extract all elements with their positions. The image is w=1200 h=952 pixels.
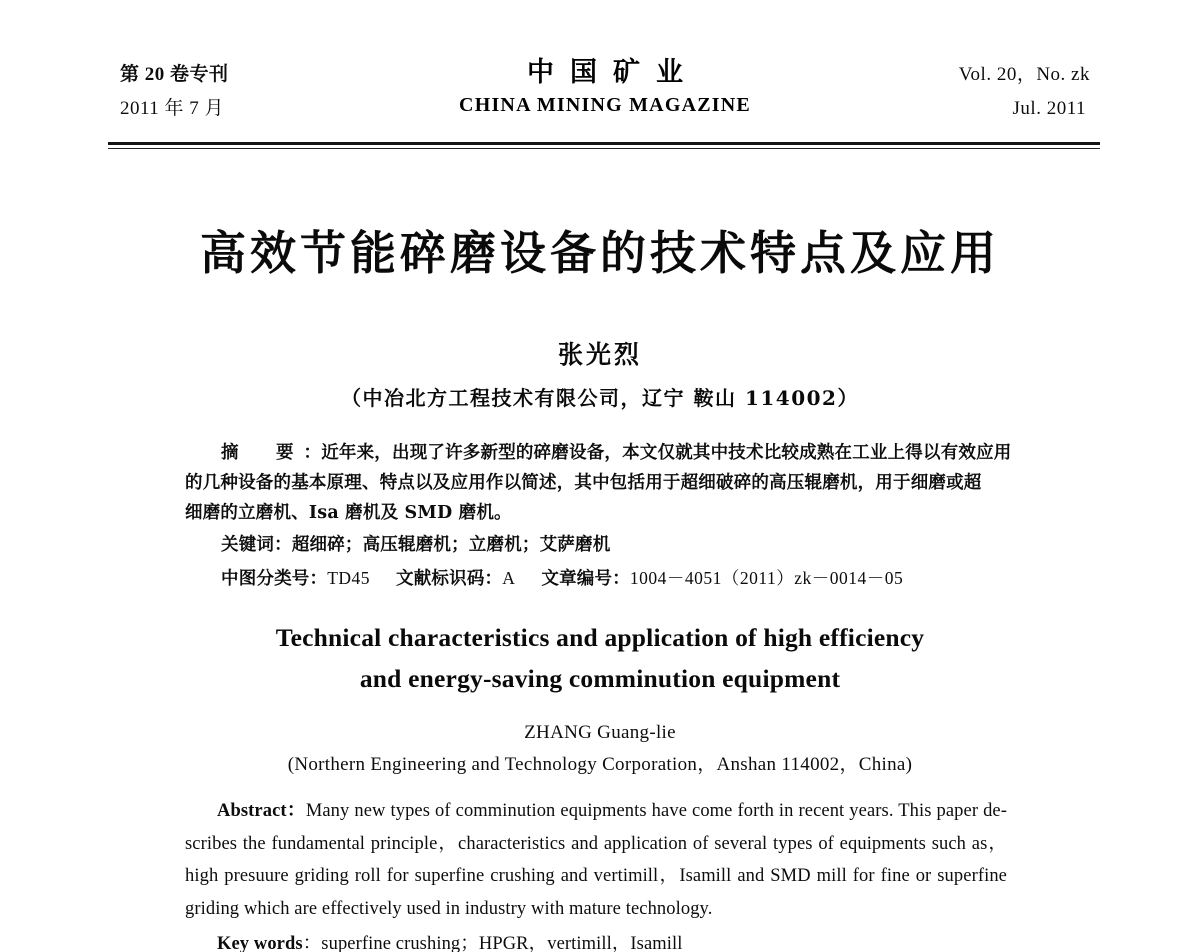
clc-segment (221, 569, 370, 589)
abstract-block-en (185, 795, 1007, 952)
abstract-label-cn: 摘 要 (221, 443, 304, 463)
author-affiliation-cn: （中冶北方工程技术有限公司，辽宁 鞍山 114002） (341, 386, 859, 410)
running-head-right (900, 58, 1090, 126)
article-title-en (140, 617, 1060, 699)
keywords-value-cn: 超细碎；高压辊磨机；立磨机；艾萨磨机 (291, 535, 611, 555)
volume-number-en: Vol. 20，No. zk (958, 64, 1090, 85)
abstract-text-en-1: Many new types of comminution equipments have come forth in recent years. This paper de- (305, 801, 1007, 821)
keywords-value-en: superfine crushing；HPGR，vertimill，Isamill (321, 934, 683, 952)
abstract-en-line-2: scribes the fundamental principle，characteristics and application of several types of equipments such as， (185, 833, 1007, 854)
abstract-block-cn (185, 438, 1012, 594)
keywords-label-en: Key words (217, 934, 303, 952)
abstract-cn-line-1 (185, 438, 1012, 468)
article-title-cn: 高效节能碎磨设备的技术特点及应用 (200, 226, 1000, 280)
journal-name-cn: 中国矿业 (527, 57, 699, 88)
author-name-cn: 张光烈 (557, 340, 642, 369)
publication-date-cn: 2011 年 7 月 (120, 98, 225, 119)
volume-issue-label: 第 20 卷专刊 (120, 64, 229, 85)
document-code-label: 文献标识码 (396, 569, 485, 589)
masthead (310, 56, 900, 119)
document-code-value: A (502, 568, 516, 588)
author-name-en: ZHANG Guang-lie (524, 722, 676, 743)
abstract-en-line-3: high presuure griding roll for superfine crushing and vertimill，Isamill and SMD mill for fine or superfine (185, 866, 1007, 886)
document-code-segment (396, 569, 515, 589)
header-rule-thin (108, 148, 1100, 149)
clc-value: TD45 (327, 568, 371, 588)
abstract-cn-line-3: 细磨的立磨机、Isa 磨机及 SMD 磨机。 (185, 503, 512, 523)
abstract-en-line-1 (185, 795, 1007, 828)
journal-name-en: CHINA MINING MAGAZINE (459, 94, 751, 116)
header-rule-thick (108, 142, 1100, 145)
clc-label: 中图分类号 (221, 569, 310, 589)
clc-colon: ： (309, 569, 328, 589)
running-head-row (120, 58, 1090, 126)
article-title-en-line-1: Technical characteristics and application of high efficiency (275, 623, 925, 652)
article-number-colon: ： (612, 569, 630, 589)
keywords-cn-line (185, 530, 1003, 560)
classification-cn-line (185, 563, 1003, 594)
abstract-colon-en: ： (286, 801, 306, 821)
running-head (120, 58, 1090, 138)
keywords-en-line (185, 928, 1007, 952)
running-head-left (120, 58, 310, 126)
abstract-label-en: Abstract (217, 801, 287, 821)
article-number-label: 文章编号 (541, 569, 613, 589)
keywords-label-cn: 关键词 (221, 535, 275, 555)
article-title-en-line-2: and energy-saving comminution equipment (359, 664, 841, 693)
keywords-colon-en: ： (302, 934, 322, 952)
abstract-colon-cn: ： (303, 443, 322, 463)
keywords-colon-cn: ： (274, 535, 292, 555)
author-affiliation-en: (Northern Engineering and Technology Corporation，Anshan 114002，China) (287, 754, 913, 775)
article-number-segment (541, 569, 903, 589)
abstract-cn-line-2: 的几种设备的基本原理、特点以及应用作以简述，其中包括用于超细破碎的高压辊磨机，用于细磨或超 (185, 473, 982, 493)
document-code-colon: ： (484, 569, 503, 589)
abstract-text-cn-1: 近年来，出现了许多新型的碎磨设备，本文仅就其中技术比较成熟在工业上得以有效应用 (321, 443, 1012, 463)
article-number-value: 1004－4051（2011）zk－0014－05 (629, 568, 904, 588)
publication-date-en: Jul. 2011 (1012, 98, 1086, 119)
abstract-en-line-4: griding which are effectively used in industry with mature technology. (185, 898, 713, 919)
